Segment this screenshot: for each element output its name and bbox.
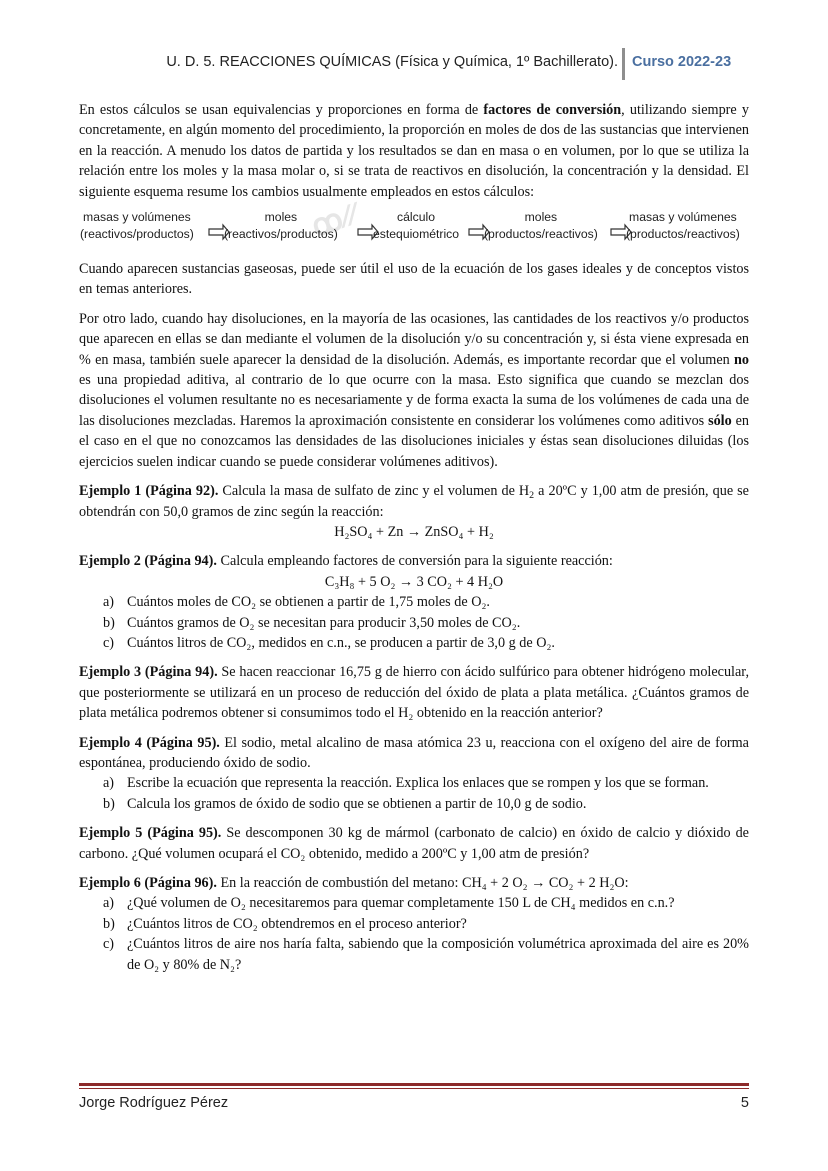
list-item: c) Cuántos litros de CO₂, medidos en c.n., se producen a partir de 3,0 g de O₂.: [103, 634, 555, 651]
conversion-scheme: [72, 197, 762, 253]
list-item: b) Calcula los gramos de óxido de sodio que se obtienen a partir de 10,0 g de sodio.: [103, 795, 587, 812]
list-item: b) ¿Cuántos litros de CO₂ obtendremos en el proceso anterior?: [103, 915, 467, 932]
footer-rule-thick: [79, 1083, 749, 1086]
page-header: [0, 48, 828, 80]
solutions-bold-1: no: [734, 351, 749, 368]
solutions-text-b: es una propiedad aditiva, al contrario de lo que ocurre con la masa. Esto significa que cuando se mezclan dos disoluciones el volumen resultante no es necesariamente y de forma exacta la suma de los volúmenes de cada una de las disoluciones mezcladas. Haremos la aproximación consistente en considerar los volúmenes como aditivos: [79, 372, 749, 429]
scheme-step-1-top: masas y volúmenes: [83, 210, 191, 225]
scheme-step-5-top: masas y volúmenes: [629, 210, 737, 225]
example-6-list: [79, 893, 749, 975]
scheme-step-3-top: cálculo: [397, 210, 435, 225]
scheme-step-2-top: moles: [264, 210, 298, 225]
scheme-step-5: [626, 209, 740, 243]
example-6-statement: [79, 873, 749, 893]
example-1-statement: Ejemplo 1 (Página 92). Calcula la masa de sulfato de zinc y el volumen de $H_2$ a 20ºC y 1,00 atm de presión, que se obtendrán con 50,0 gramos de zinc según la reacción:: [79, 483, 749, 520]
scheme-step-4: [484, 209, 598, 243]
example-6-title: Ejemplo 6 (Página 96).: [79, 875, 217, 891]
scheme-step-3: [373, 209, 459, 243]
example-2-text: Calcula empleando factores de conversión para la siguiente reacción:: [216, 553, 613, 570]
example-3: [79, 662, 749, 723]
list-item: a) Cuántos moles de CO₂ se obtienen a partir de 1,75 moles de O₂.: [103, 594, 490, 611]
example-4-statement: [79, 733, 749, 774]
example-2-list: [79, 592, 749, 653]
scheme-step-1: [80, 209, 194, 243]
solutions-text-a: Por otro lado, cuando hay disoluciones, en la mayoría de las ocasiones, las cantidades de los reactivos y/o productos que aparecen en ellas se dan mediante el volumen de la disolución y/o su concentración y, si ésta viene expresada en % en masa, también suele aparecer la densidad de la disolución. Además, es importante recordar que el volumen: [79, 310, 749, 368]
scheme-step-2: [224, 209, 338, 243]
list-item: c) ¿Cuántos litros de aire nos haría falta, sabiendo que la composición volumétrica aproximada del aire es 20% de O₂ y 80% de N₂?: [103, 936, 749, 973]
example-3-text: Se hacen reaccionar 16,75 g de hierro con ácido sulfúrico para obtener hidrógeno molecular, que posteriormente se utilizará en un proceso de reducción del óxido de plata a plata metálica. ¿Cuántos gramos de plata metálica podremos obtener si consumimos todo el H₂ obtenido en la reacción anterior?: [79, 664, 749, 722]
intro-text-b: , utilizando siempre y concretamente, en algún momento del procedimiento, la proporción en moles de dos de las sustancias que intervienen en la reacción. A menudo los datos de partida y los resultados se dan en masa o en volumen, por lo que se utiliza la relación entre los moles y la masa molar o, si se trata de reactivos en disolución, la concentración y la densidad. El siguiente esquema resume los cambios usualmente empleados en estos cálculos:: [79, 102, 749, 200]
scheme-step-4-top: moles: [524, 210, 558, 225]
footer-author: Jorge Rodríguez Pérez: [79, 1095, 229, 1111]
example-4: [79, 733, 749, 815]
intro-text-a: En estos cálculos se usan equivalencias y proporciones en forma de: [79, 102, 484, 118]
scheme-step-2-bottom: (reactivos/productos): [224, 227, 338, 242]
example-1-equation: H₂SO₄ + Zn → ZnSO₄ + H₂: [334, 523, 494, 540]
example-1-title: Ejemplo 1 (Página 92).: [79, 483, 219, 500]
page-content: [79, 100, 749, 984]
header-separator: [622, 48, 625, 80]
example-2-statement: [79, 551, 749, 571]
footer-rule-thin: [79, 1088, 749, 1089]
example-5-text: Se descomponen 30 kg de mármol (carbonato de calcio) en óxido de calcio y dióxido de carbono. ¿Qué volumen ocupará el CO₂ obtenido, medido a 200ºC y 1,00 atm de presión?: [79, 825, 749, 862]
intro-bold: factores de conversión: [483, 102, 622, 118]
example-1: [79, 481, 749, 542]
example-4-list: [79, 773, 749, 814]
example-2: [79, 551, 749, 653]
scheme-step-1-bottom: (reactivos/productos): [80, 227, 194, 242]
solutions-paragraph: [79, 309, 749, 472]
example-2-equation: C₃H₈ + 5 O₂ → 3 CO₂ + 4 H₂O: [324, 573, 504, 590]
solutions-bold-2: sólo: [708, 412, 732, 429]
example-1-text-b: a 20ºC y 1,00 atm de presión, que se obtendrán con 50,0 gramos de zinc según la reacción:: [79, 483, 749, 520]
header-course: Curso 2022-23: [632, 54, 732, 70]
example-4-title: Ejemplo 4 (Página 95).: [79, 734, 220, 751]
gases-paragraph: Cuando aparecen sustancias gaseosas, puede ser útil el uso de la ecuación de los gases ideales y de conceptos vistos en temas anteriores.: [79, 261, 749, 298]
example-1-text-a: Calcula la masa de sulfato de zinc y el volumen de H: [218, 483, 530, 500]
header-title: U. D. 5. REACCIONES QUÍMICAS (Física y Química, 1º Bachillerato).: [166, 54, 618, 70]
example-6: [79, 873, 749, 975]
scheme-step-4-bottom: (productos/reactivos): [484, 227, 598, 242]
watermark: ꝏ∕∕: [307, 197, 363, 244]
solutions-text-c: en el caso en el que no conozcamos las densidades de las disoluciones iniciales y éstas sean disoluciones diluidas (los ejercicios suelen indicar cuando se puede considerar volúmenes aditivos).: [79, 412, 749, 470]
example-6-text: En la reacción de combustión del metano: CH₄ + 2 O₂ → CO₂ + 2 H₂O:: [216, 875, 629, 891]
example-3-title: Ejemplo 3 (Página 94).: [79, 664, 218, 681]
list-item: a) ¿Qué volumen de O₂ necesitaremos para quemar completamente 150 L de CH₄ medidos en c.n.?: [103, 895, 675, 912]
example-2-title: Ejemplo 2 (Página 94).: [79, 553, 217, 570]
scheme-step-5-bottom: (productos/reactivos): [626, 227, 740, 242]
scheme-step-3-bottom: estequiométrico: [373, 227, 460, 242]
page-number: 5: [740, 1095, 749, 1111]
list-item: a) Escribe la ecuación que representa la reacción. Explica los enlaces que se rompen y los que se forman.: [103, 775, 709, 792]
intro-paragraph: [79, 100, 749, 202]
example-5: [79, 823, 749, 864]
list-item: b) Cuántos gramos de O₂ se necesitan para producir 3,50 moles de CO₂.: [103, 614, 521, 631]
example-5-title: Ejemplo 5 (Página 95).: [79, 825, 222, 842]
example-4-text: El sodio, metal alcalino de masa atómica 23 u, reacciona con el oxígeno del aire de forma espontánea, produciendo óxido de sodio.: [79, 734, 749, 771]
